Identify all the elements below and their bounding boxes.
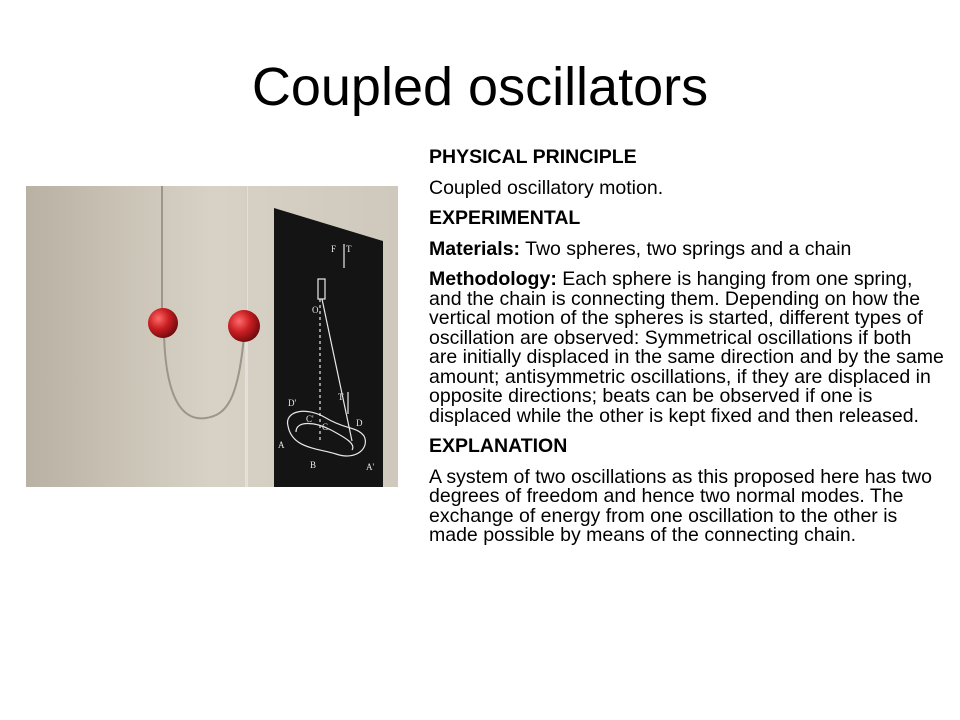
content-text: [429, 148, 944, 557]
physical-principle-text: Coupled oscillatory motion.: [429, 176, 664, 199]
board-label: O: [312, 305, 319, 315]
experimental-heading: EXPERIMENTAL: [429, 207, 581, 229]
explanation-heading: EXPLANATION: [429, 435, 568, 457]
sphere-left: [148, 308, 178, 338]
board-label: C': [306, 414, 314, 424]
methodology-label: Methodology:: [429, 268, 557, 290]
materials-paragraph: [429, 237, 944, 260]
methodology-paragraph: [429, 270, 944, 426]
board-label: T: [346, 244, 352, 254]
diagram-board: [274, 208, 383, 487]
physical-principle-heading: PHYSICAL PRINCIPLE: [429, 146, 637, 168]
explanation-text: A system of two oscillations as this proposed here has two degrees of freedom and hence two normal modes. The exchange of energy from one oscillation to the other is made possible by means of the connecting chain.: [429, 465, 932, 546]
board-label: A: [278, 440, 285, 450]
materials-label: Materials:: [429, 237, 521, 260]
board-label: A': [366, 462, 375, 472]
methodology-text: Each sphere is hanging from one spring, and the chain is connecting them. Depending on how the vertical motion of the spheres is started, different types of oscillation are observed: Symmetrical oscillations if both are initially displaced in the same direction and by the same amount; antisymmetric oscillations, if they are displaced in opposite directions; beats can be observed if one is displaced while the other is kept fixed and then released.: [429, 268, 944, 427]
slide-title: Coupled oscillators: [251, 57, 709, 117]
experiment-photo: [26, 186, 398, 487]
board-label: D: [356, 418, 363, 428]
board-label: C: [322, 422, 329, 432]
sphere-right: [228, 310, 260, 342]
board-label: T: [338, 392, 344, 402]
board-label: B: [310, 460, 317, 470]
board-label: F: [331, 244, 337, 254]
materials-text: Two spheres, two springs and a chain: [525, 237, 852, 260]
board-label: D': [288, 398, 297, 408]
